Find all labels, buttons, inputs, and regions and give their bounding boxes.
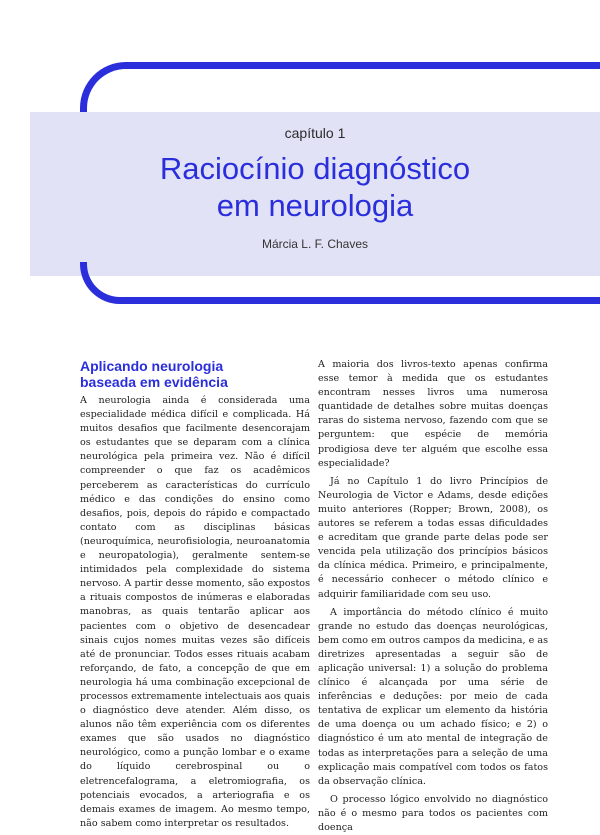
body-paragraph: O processo lógico envolvido no diagnóstico não é o mesmo para todos os pacientes com doença bbox=[318, 793, 548, 833]
chapter-title-line2: em neurologia bbox=[216, 188, 414, 223]
body-paragraph: Já no Capítulo 1 do livro Princípios de Neurologia de Victor e Adams, desde edições muito anteriores (Ropper; Brown, 2008), os autores se referem a todas essas dificuldades e acreditam que grande parte delas pode ser vencida pela utilização dos princípios básicos da clínica médica. Primeiro, e principalmente, é necessário conhecer o método clínico e adquirir familiaridade com seu uso. bbox=[318, 475, 548, 600]
body-paragraph: A neurologia ainda é considerada uma especialidade médica difícil e complicada. Há muitos desafios que facilmente desencorajam os estudantes que se deparam com a clínica neurológica pela primeira vez. Não é difícil compreender o que faz os acadêmicos perceberem as características do currículo médico e das condições do ensino como desafios, pois, depois do rápido e compactado contato com as disciplinas básicas (neuroquímica, neurofisiologia, neuroanatomia e neuropatologia), geralmente sentem-se intimidados pela complexidade do sistema nervoso. A partir desse momento, são expostos a rituais compostos de inúmeras e elaboradas manobras, as quais tentarão aplicar aos pacientes com o objetivo de desencadear sinais cujos nomes muitas vezes são difíceis até de pronunciar. Todos esses rituais acabam reforçando, de fato, a concepção de que em neurologia há uma combinação excepcional de processos extremamente intelectuais aos quais o diagnóstico deve atender. Além disso, os alunos não têm experiência com os diferentes exames que são usados no diagnóstico neurológico, como a punção lombar e o exame do líquido cerebrospinal ou o eletrencefalograma, a eletromiografia, os potenciais evocados, a arteriografia e os demais exames de imagem. Ao mesmo tempo, não sabem como interpretar os resultados. bbox=[80, 395, 310, 829]
chapter-title bbox=[30, 150, 600, 224]
body-paragraph: A importância do método clínico é muito grande no estudo das doenças neurológicas, bem como em outros campos da medicina, e as diretrizes apresentadas a seguir são de aplicação universal: 1) a solução do problema clínico é alcançada por uma série de inferências e deduções: por meio de cada tentativa de explicar um elemento da história de uma doença ou um achado físico; e 2) o diagnóstico é um ato mental de integração de todas as interpretações para a seleção de uma explicação mais compatível com todos os fatos da observação clínica. bbox=[318, 606, 548, 787]
chapter-author: Márcia L. F. Chaves bbox=[261, 237, 369, 251]
decorative-bracket-bottom bbox=[80, 262, 600, 304]
left-column bbox=[80, 358, 310, 831]
chapter-title-line1: Raciocínio diagnóstico bbox=[159, 151, 471, 186]
right-column bbox=[318, 358, 548, 835]
body-paragraph: A maioria dos livros-texto apenas confirma esse temor à medida que os estudantes encontram nesses livros uma numerosa quantidade de detalhes sobre muitas doenças raras do sistema nervoso, fazendo com que se perguntem: que espécie de memória prodigiosa deve ter alguém que escolhe essa especialidade? bbox=[318, 359, 548, 469]
chapter-label: capítulo 1 bbox=[284, 125, 346, 141]
section-heading-line1: Aplicando neurologia bbox=[80, 358, 224, 374]
section-heading-line2: baseada em evidência bbox=[80, 374, 228, 390]
section-heading bbox=[80, 358, 310, 390]
